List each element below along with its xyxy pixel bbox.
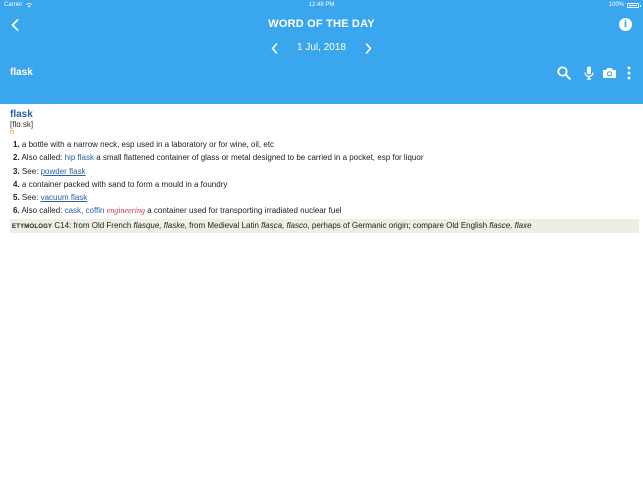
sense-2 — [13, 153, 424, 162]
sense-number: 3. — [13, 167, 20, 176]
sense-definition: a container used for transporting irradiated nuclear fuel — [147, 206, 342, 215]
cross-reference-link[interactable]: coffin — [85, 206, 105, 215]
see-also-link[interactable]: powder flask — [40, 167, 86, 176]
current-date: 1 Jul, 2018 — [297, 42, 346, 53]
sense-number: 6. — [13, 206, 20, 215]
sense-4 — [13, 180, 227, 189]
etymology-form: flasque, flaske — [133, 221, 185, 230]
see-also-link[interactable]: vacuum flask — [40, 193, 88, 202]
sense-6 — [13, 206, 342, 215]
sense-1 — [13, 140, 274, 149]
etymology-text: C14: from Old French — [54, 221, 132, 230]
sense-definition: a container packed with sand to form a mould in a foundry — [21, 180, 228, 189]
etymology-form: flasca, flasco — [261, 221, 308, 230]
sense-number: 1. — [13, 140, 20, 149]
sense-prefix: See: — [21, 193, 39, 202]
more-options-button[interactable] — [624, 64, 634, 82]
link-separator: , — [81, 206, 84, 215]
etymology-text: , perhaps of Germanic origin; compare Old English — [307, 221, 488, 230]
camera-button[interactable] — [600, 64, 618, 82]
status-bar — [0, 0, 643, 12]
clock: 12:48 PM — [308, 2, 335, 8]
camera-icon — [602, 67, 617, 79]
date-navigator — [0, 40, 643, 56]
sense-prefix: See: — [21, 167, 39, 176]
etymology-text: , from Medieval Latin — [184, 221, 259, 230]
cross-reference-link[interactable]: hip flask — [64, 153, 94, 162]
search-button[interactable] — [556, 64, 572, 82]
headword: flask — [10, 109, 33, 120]
etymology-box — [10, 219, 639, 233]
pronunciation: [flɑːsk] — [10, 120, 34, 129]
etymology-form: flasce, flaxe — [489, 221, 532, 230]
chevron-right-icon — [365, 43, 372, 54]
next-day-button[interactable] — [362, 40, 374, 56]
microphone-icon — [584, 66, 594, 80]
part-of-speech: n — [10, 129, 14, 136]
carrier-label: Carrier — [4, 2, 23, 8]
app-header — [0, 0, 643, 104]
subject-label: engineering — [106, 206, 145, 215]
search-icon — [557, 66, 571, 80]
sense-prefix: Also called: — [21, 153, 63, 162]
sense-definition: a bottle with a narrow neck, esp used in a laboratory or for wine, oil, etc — [21, 140, 275, 149]
sense-5 — [13, 193, 87, 202]
sense-number: 5. — [13, 193, 20, 202]
sense-definition: a small flattened container of glass or metal designed to be carried in a pocket, esp for liquor — [96, 153, 424, 162]
search-query-field[interactable]: flask — [10, 67, 33, 78]
etymology-label: ETYMOLOGY — [12, 224, 53, 230]
cross-reference-link[interactable]: cask — [64, 206, 82, 215]
info-icon: i — [623, 19, 628, 30]
more-icon — [627, 66, 631, 80]
battery-label: 100% — [608, 2, 624, 8]
battery-icon — [627, 3, 639, 8]
previous-day-button[interactable] — [268, 40, 280, 56]
sense-prefix: Also called: — [21, 206, 63, 215]
sense-3 — [13, 167, 86, 176]
page-title: WORD OF THE DAY — [268, 18, 375, 30]
battery-indicator — [609, 2, 639, 8]
sense-number: 4. — [13, 180, 20, 189]
info-button[interactable] — [619, 18, 632, 31]
voice-search-button[interactable] — [582, 64, 596, 82]
sense-number: 2. — [13, 153, 20, 162]
chevron-left-icon — [271, 43, 278, 54]
